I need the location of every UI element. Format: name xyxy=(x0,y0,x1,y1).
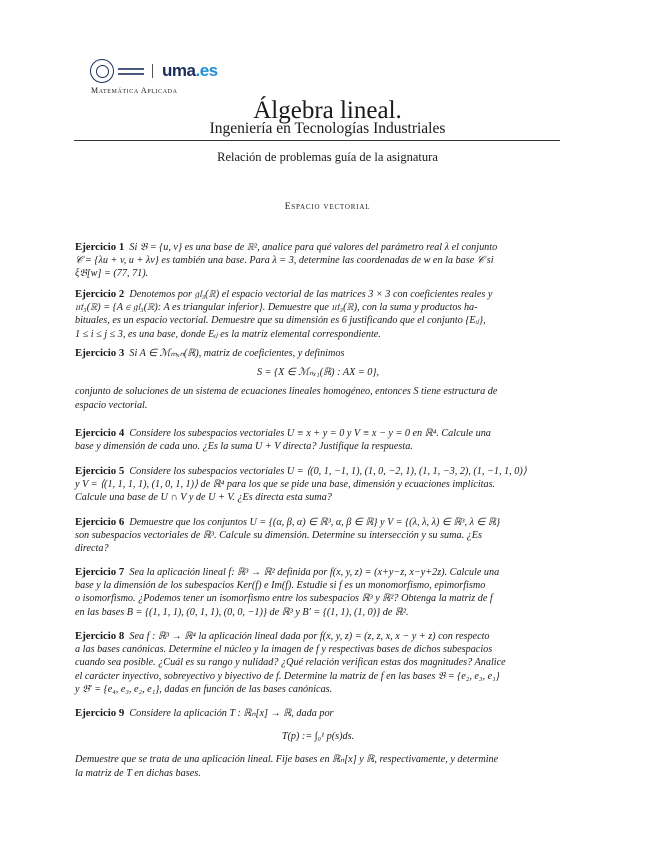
exercise-text-line: bituales, es un espacio vectorial. Demuestre que su dimensión es 6 justificando que el conjunto {Eᵢⱼ}, xyxy=(75,315,486,327)
university-seal-icon xyxy=(90,59,114,83)
exercise-text-line: son subespacios vectoriales de ℝ³. Calcule su dimensión. Determine su intersección y su suma. ¿Es xyxy=(75,530,482,542)
exercise-text-line: Demuestre que se trata de una aplicación lineal. Fije bases en ℝₙ[x] y ℝ, respectivamente, y determine xyxy=(75,754,499,766)
exercise-label: Ejercicio 1 xyxy=(75,241,125,253)
guide-heading: Relación de problemas guía de la asignatura xyxy=(217,150,438,164)
exercise-text-line: Demuestre que los conjuntos U = {(α, β, α) ∈ ℝ³, α, β ∈ ℝ} y V = {(λ, λ, λ) ∈ ℝ³, λ ∈ ℝ} xyxy=(129,517,501,528)
document-subtitle: Ingeniería en Tecnologías Industriales xyxy=(209,120,446,137)
exercise-text-line: y 𝔅′ = {e₄, e₃, e₂, e₁}, dadas en función de las bases canónicas. xyxy=(75,683,333,695)
exercise-6 xyxy=(75,516,561,556)
university-name-mark xyxy=(118,65,144,78)
exercise-text-line: Considere la aplicación T : ℝₙ[x] → ℝ, dada por xyxy=(129,708,334,719)
logo-divider xyxy=(152,64,153,78)
exercise-label: Ejercicio 5 xyxy=(75,465,125,477)
exercise-5 xyxy=(75,465,561,505)
exercise-text-line: 1 ≤ i ≤ j ≤ 3, es una base, donde Eᵢⱼ es la matriz elemental correspondiente. xyxy=(75,328,381,340)
exercise-text-line: Considere los subespacios vectoriales U = ⟨(0, 1, −1, 1), (1, 0, −2, 1), (1, 1, −3, 2), (1, −1, 1, 0)⟩ xyxy=(129,466,527,477)
exercise-7 xyxy=(75,566,561,619)
exercise-text-line: Sea f : ℝ³ → ℝ⁴ la aplicación lineal dada por f(x, y, z) = (z, z, x, x − y + z) con respecto xyxy=(129,631,490,642)
department-name: Matemática Aplicada xyxy=(91,86,178,95)
exercise-text-line: Denotemos por 𝔤𝔩₃(ℝ) el espacio vectorial de las matrices 3 × 3 con coeficientes reales y xyxy=(129,289,493,300)
exercise-label: Ejercicio 3 xyxy=(75,347,125,359)
document-title: Álgebra lineal. xyxy=(253,97,402,124)
title-rule xyxy=(74,140,560,141)
exercise-text-line: Calcule una base de U ∩ V y de U + V. ¿Es directa esta suma? xyxy=(75,492,332,504)
exercise-text-line: y V = ⟨(1, 1, 1, 1), (1, 0, 1, 1)⟩ de ℝ⁴ para los que se pide una base, dimensión y ecuaciones implícitas. xyxy=(75,479,496,491)
exercise-text-line: el carácter inyectivo, sobreyectivo y biyectivo de f. Determine la matriz de f en las bases 𝔅 = {e₂, e₃, e₁} xyxy=(75,670,500,682)
section-heading: Espacio vectorial xyxy=(284,202,371,212)
exercise-text-line: en las bases B = {(1, 1, 1), (0, 1, 1), (0, 0, −1)} de ℝ³ y B′ = {(1, 1), (1, 0)} de ℝ². xyxy=(75,606,409,618)
display-equation: S = {X ∈ ℳₙₓ₁(ℝ) : AX = 0}, xyxy=(256,367,379,379)
exercise-text-line: conjunto de soluciones de un sistema de ecuaciones lineales homogéneo, entonces S tiene estructura de xyxy=(75,386,498,398)
exercise-4 xyxy=(75,427,561,453)
exercise-label: Ejercicio 7 xyxy=(75,566,125,578)
uma-logo: uma.es xyxy=(162,61,218,80)
exercise-label: Ejercicio 6 xyxy=(75,516,125,528)
exercise-label: Ejercicio 8 xyxy=(75,630,125,642)
display-equation: T(p) := ∫₀¹ p(s)ds. xyxy=(281,731,355,743)
exercise-2 xyxy=(75,288,561,341)
exercise-8 xyxy=(75,630,561,696)
exercise-text-line: base y dimensión de cada uno. ¿Es la suma U + V directa? Justifique la respuesta. xyxy=(75,441,413,453)
exercise-text-line: ξ𝔅[w] = (77, 71). xyxy=(75,268,149,280)
exercise-text-line: Si 𝔅 = {u, v} es una base de ℝ², analice para qué valores del parámetro real λ el conjunto xyxy=(129,242,498,253)
exercise-text-line: la matriz de T en dichas bases. xyxy=(75,767,201,779)
header-logos xyxy=(90,56,218,86)
exercise-text-line: a las bases canónicas. Determine el núcleo y la imagen de f y respectivas bases de dichos subespacios xyxy=(75,644,493,656)
exercise-label: Ejercicio 9 xyxy=(75,707,125,719)
exercise-text-line: 𝔲𝔱₃(ℝ) = {A ∈ 𝔤𝔩₃(ℝ): A es triangular inferior}. Demuestre que 𝔲𝔱₃(ℝ), con la suma y productos ha- xyxy=(75,302,478,314)
exercise-3 xyxy=(75,347,561,412)
exercise-text-line: cuando sea posible. ¿Cuál es su rango y nulidad? ¿Qué relación verifican estas dos magnitudes? Analice xyxy=(75,657,506,669)
exercise-text-line: o isomorfismo. ¿Podemos tener un isomorfismo entre los subespacios ℝ³ y ℝ²? Obtenga la matriz de f xyxy=(75,593,493,605)
exercise-label: Ejercicio 4 xyxy=(75,427,125,439)
exercise-text-line: Si A ∈ ℳₘₓₙ(ℝ), matriz de coeficientes, y definimos xyxy=(129,348,345,359)
exercise-9 xyxy=(75,707,561,780)
exercise-text-line: directa? xyxy=(75,543,109,555)
exercise-text-line: Sea la aplicación lineal f: ℝ³ → ℝ² definida por f(x, y, z) = (x+y−z, x−y+2z). Calcule una xyxy=(129,567,500,578)
exercise-text-line: Considere los subespacios vectoriales U ≡ x + y = 0 y V ≡ x − y = 0 en ℝ⁴. Calcule una xyxy=(129,428,491,439)
exercise-text-line: 𝒞 = {λu + v, u + λv} es también una base. Para λ = 3, determine las coordenadas de w en la base 𝒞 si xyxy=(75,255,494,267)
exercise-text-line: espacio vectorial. xyxy=(75,399,148,411)
exercise-1 xyxy=(75,241,561,281)
exercise-text-line: base y la dimensión de los subespacios Ker(f) e Im(f). Estudie si f es un monomorfismo, epimorfismo xyxy=(75,580,486,592)
exercise-label: Ejercicio 2 xyxy=(75,288,125,300)
